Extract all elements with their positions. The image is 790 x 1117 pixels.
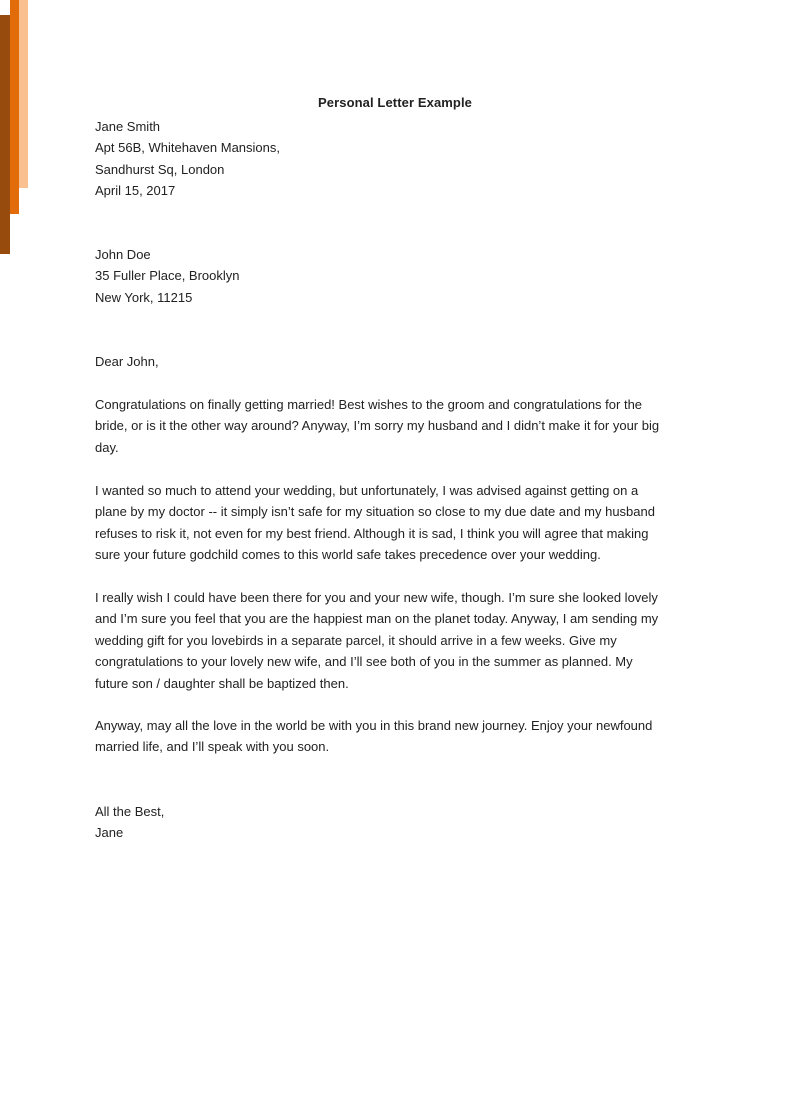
- paragraph-line: day.: [95, 439, 119, 455]
- paragraph-line: plane by my doctor -- it simply isn’t safe for my situation so close to my due date and my husband: [95, 504, 655, 520]
- recipient-address-block: [95, 244, 695, 308]
- body-paragraph-4: [95, 715, 695, 758]
- paragraph-line: I wanted so much to attend your wedding, but unfortunately, I was advised against getting on a: [95, 483, 639, 498]
- closing-block: [95, 801, 695, 844]
- sender-name: Jane Smith: [95, 119, 161, 134]
- sender-address-block: [95, 116, 695, 202]
- paragraph-line: future son / daughter shall be baptized then.: [95, 675, 349, 691]
- paragraph-line: Congratulations on finally getting married! Best wishes to the groom and congratulations for the: [95, 397, 643, 412]
- sender-address-line1: Apt 56B, Whitehaven Mansions,: [95, 140, 280, 156]
- paragraph-line: refuses to risk it, not even for my best friend. Although it is sad, I think you will agree that making: [95, 525, 649, 541]
- letter-date: April 15, 2017: [95, 183, 176, 199]
- salutation-text: Dear John,: [95, 354, 159, 369]
- document-title: [0, 95, 790, 110]
- paragraph-line: and I’m sure you feel that you are the happiest man on the planet today. Anyway, I am sending my: [95, 611, 659, 627]
- paragraph-line: congratulations to your lovely new wife, and I’ll see both of you in the summer as planned. My: [95, 654, 633, 670]
- recipient-address-line1: 35 Fuller Place, Brooklyn: [95, 268, 240, 284]
- sender-address-line2: Sandhurst Sq, London: [95, 161, 225, 177]
- paragraph-line: wedding gift for you lovebirds in a separate parcel, it should arrive in a few weeks. Give my: [95, 632, 617, 648]
- decorative-bar-peach: [19, 0, 28, 188]
- body-paragraph-2: [95, 480, 695, 566]
- paragraph-line: sure your future godchild comes to this world safe takes precedence over your wedding.: [95, 547, 601, 563]
- paragraph-line: I really wish I could have been there for you and your new wife, though. I’m sure she looked lovely: [95, 590, 658, 605]
- document-title-text: Personal Letter Example: [317, 95, 473, 110]
- salutation: [95, 351, 695, 372]
- decorative-bar-dark: [0, 15, 10, 254]
- paragraph-line: Anyway, may all the love in the world be with you in this brand new journey. Enjoy your newfound: [95, 718, 653, 733]
- body-paragraph-1: [95, 394, 695, 458]
- paragraph-line: bride, or is it the other way around? Anyway, I’m sorry my husband and I didn’t make it for your big: [95, 418, 660, 434]
- body-paragraph-3: [95, 587, 695, 694]
- closing-text: All the Best,: [95, 804, 165, 819]
- recipient-address-line2: New York, 11215: [95, 289, 193, 305]
- signature: Jane: [95, 825, 124, 841]
- paragraph-line: married life, and I’ll speak with you soon.: [95, 739, 330, 755]
- recipient-name: John Doe: [95, 247, 151, 262]
